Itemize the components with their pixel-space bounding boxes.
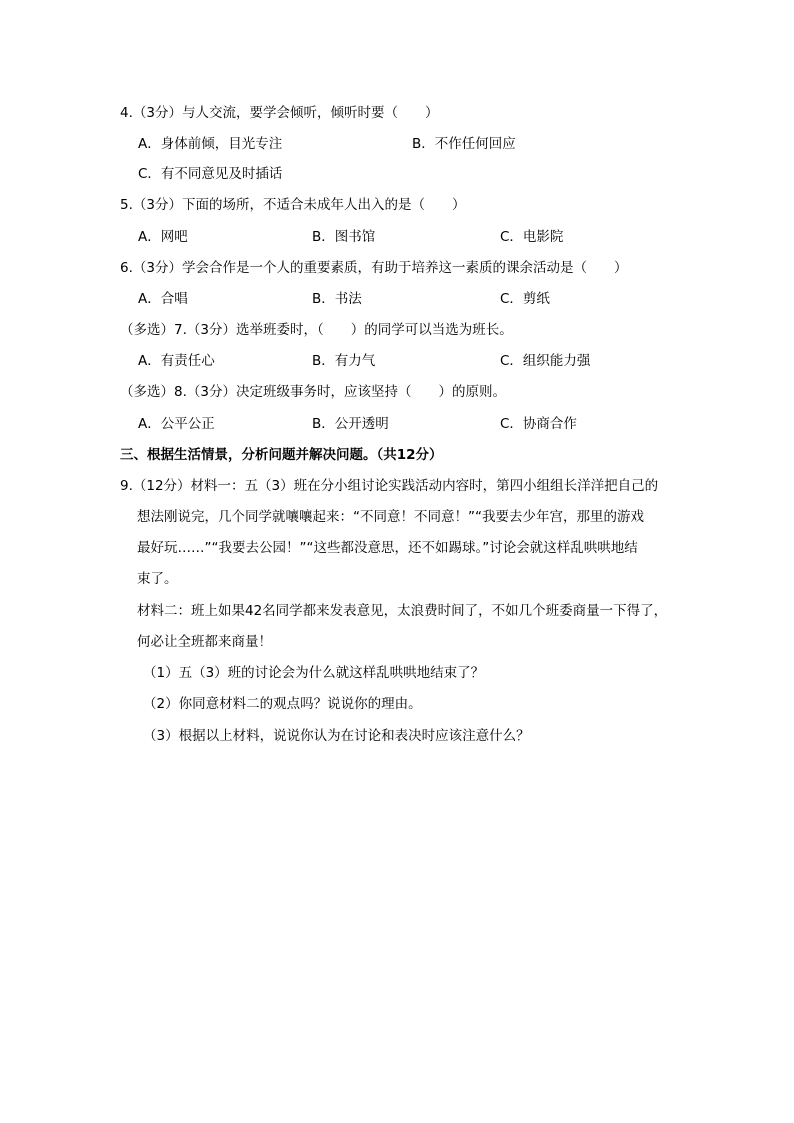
q7-option-a: A．有责任心: [138, 353, 215, 369]
q9-subquestion-2: （2）你同意材料二的观点吗？说说你的理由。: [143, 696, 422, 712]
q9-subquestion-1: （1）五（3）班的讨论会为什么就这样乱哄哄地结束了？: [143, 665, 485, 681]
q4-option-c: C．有不同意见及时插话: [138, 166, 283, 182]
q6-option-a: A．合唱: [138, 291, 188, 307]
q5-stem: 5.（3分）下面的场所，不适合未成年人出入的是（ ）: [120, 197, 466, 213]
q7-stem: （多选）7.（3分）选举班委时，（ ）的同学可以当选为班长。: [120, 322, 513, 338]
q5-option-b: B．图书馆: [312, 229, 376, 245]
q4-option-a: A．身体前倾，目光专注: [138, 136, 283, 152]
q9-material1-line-2: 想法刚说完，几个同学就嚷嚷起来：“不同意！不同意！”“我要去少年宫，那里的游戏: [137, 509, 644, 525]
q9-material2-line-1: 材料二：班上如果42名同学都来发表意见，太浪费时间了，不如几个班委商量一下得了，: [137, 603, 668, 619]
q6-stem: 6.（3分）学会合作是一个人的重要素质，有助于培养这一素质的课余活动是（ ）: [120, 260, 628, 276]
q8-stem: （多选）8.（3分）决定班级事务时，应该坚持（ ）的原则。: [120, 384, 506, 400]
q9-material1-line-3: 最好玩……”“我要去公园！”“这些都没意思，还不如踢球。”讨论会就这样乱哄哄地结: [137, 540, 638, 556]
q8-option-b: B．公开透明: [312, 416, 389, 432]
q6-option-c: C．剪纸: [500, 291, 550, 307]
q5-option-c: C．电影院: [500, 229, 564, 245]
q9-material1-line-4: 束了。: [137, 571, 178, 587]
q4-option-b: B．不作任何回应: [412, 136, 516, 152]
section3-heading: 三、根据生活情景，分析问题并解决问题。（共12分）: [120, 447, 443, 463]
q9-material1-line-1: 9.（12分）材料一：五（3）班在分小组讨论实践活动内容时，第四小组组长洋洋把自己的: [120, 478, 659, 494]
q8-option-c: C．协商合作: [500, 416, 577, 432]
q9-subquestion-3: （3）根据以上材料，说说你认为在讨论和表决时应该注意什么？: [143, 728, 530, 744]
q6-option-b: B．书法: [312, 291, 362, 307]
q7-option-b: B．有力气: [312, 353, 376, 369]
q7-option-c: C．组织能力强: [500, 353, 591, 369]
q8-option-a: A．公平公正: [138, 416, 215, 432]
q4-stem: 4.（3分）与人交流，要学会倾听，倾听时要（ ）: [120, 105, 439, 121]
q5-option-a: A．网吧: [138, 229, 188, 245]
q9-material2-line-2: 何必让全班都来商量！: [137, 634, 272, 650]
